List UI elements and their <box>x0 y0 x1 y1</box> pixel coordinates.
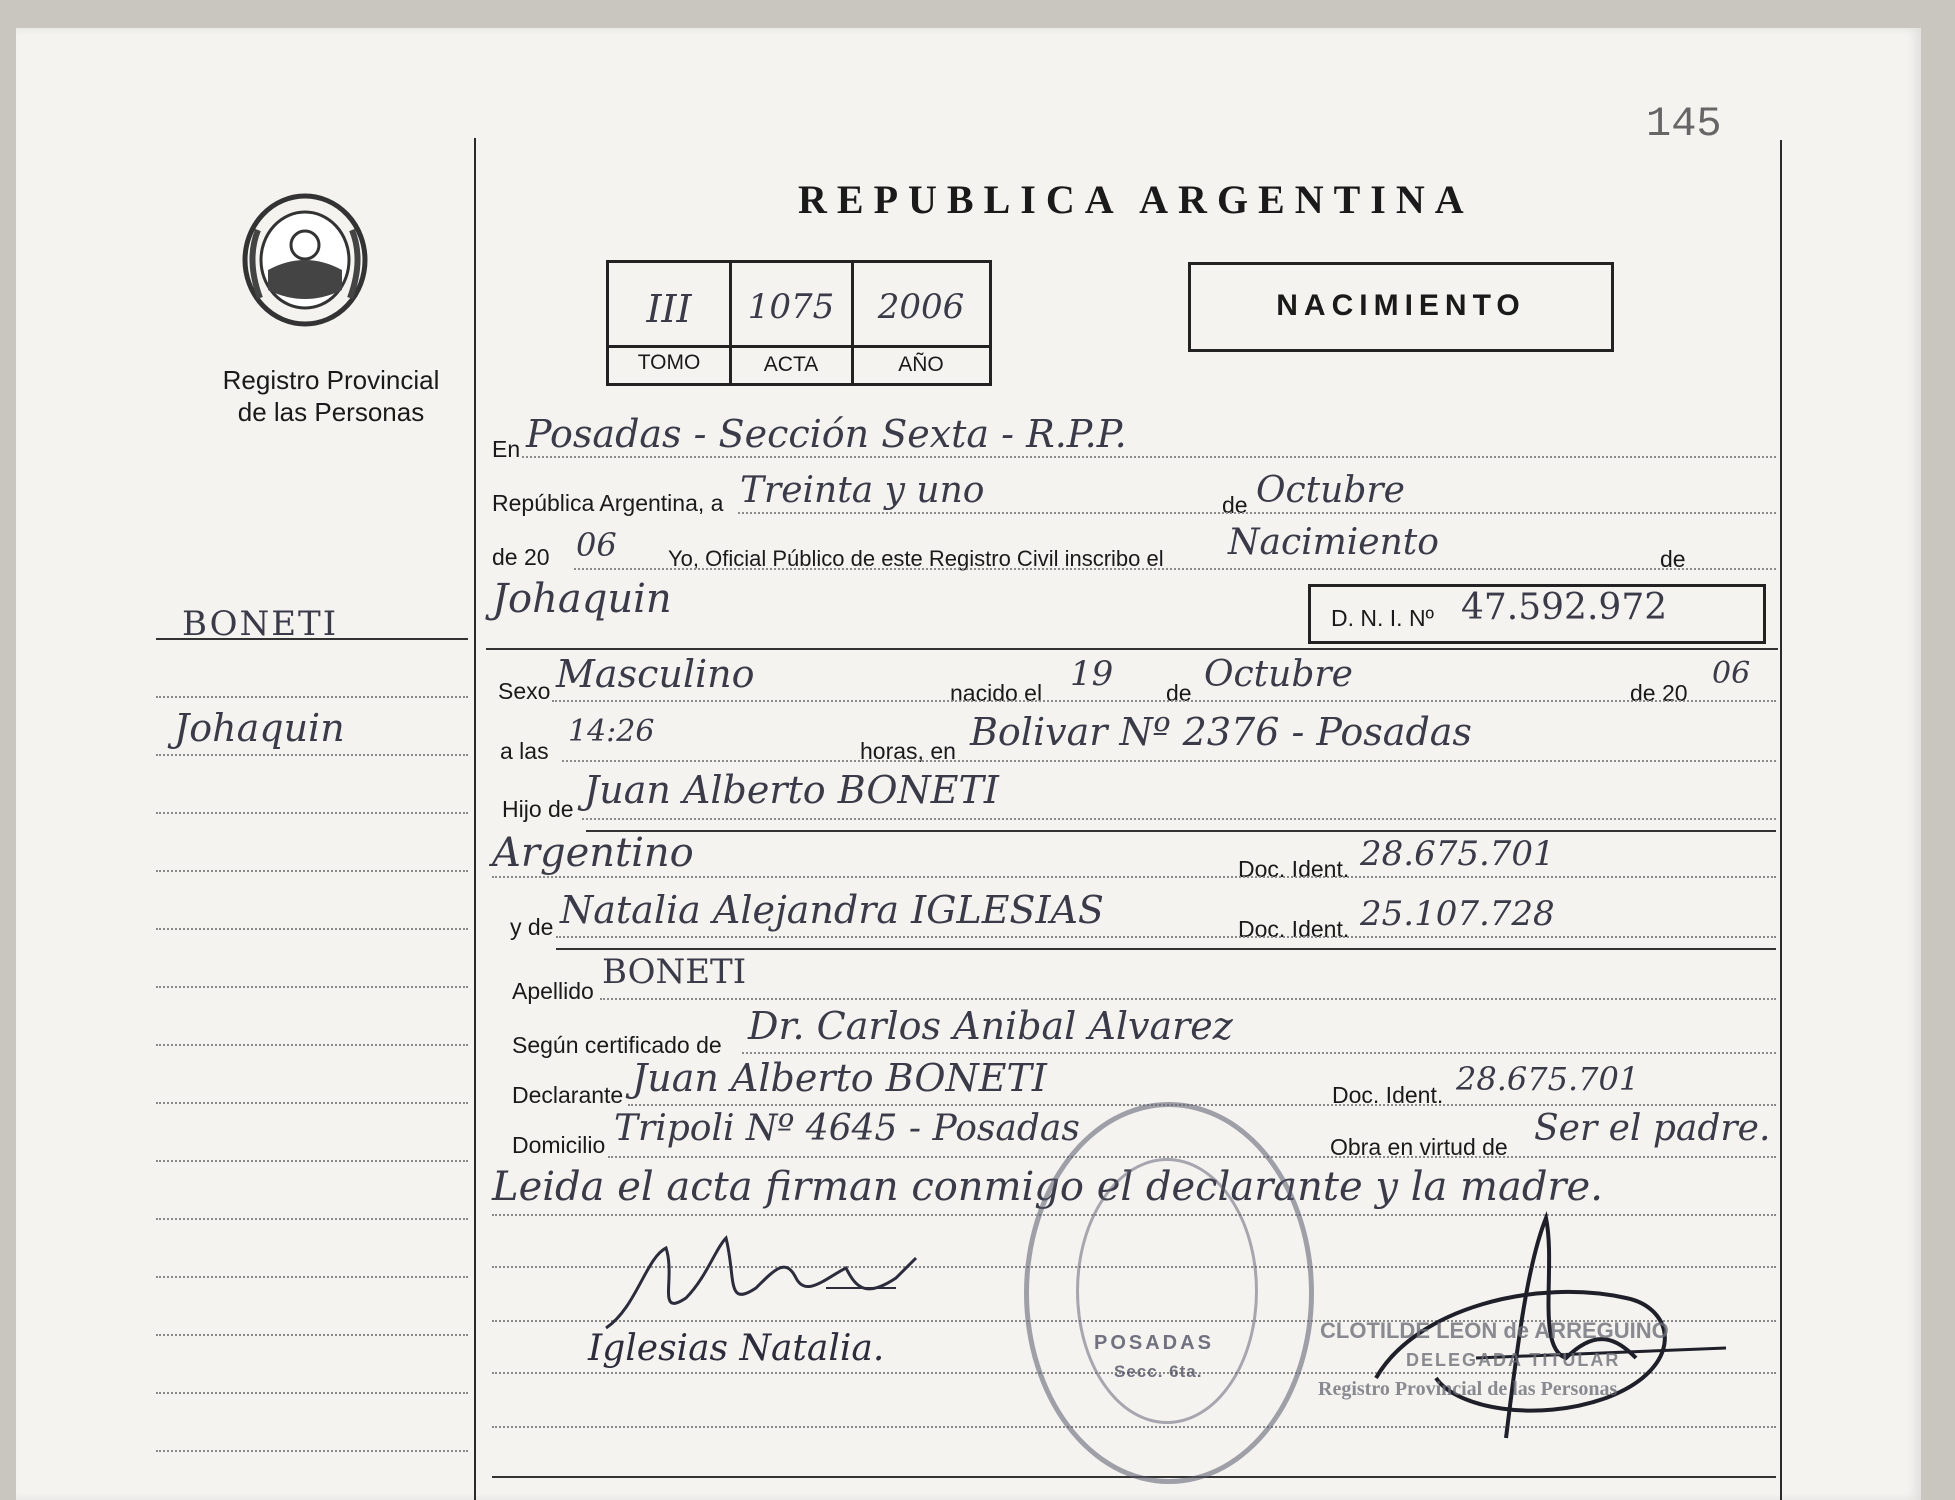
de20-label: de 20 <box>492 544 550 570</box>
inscribo-value: Nacimiento <box>1228 522 1439 563</box>
mother-doc: 25.107.728 <box>1360 894 1555 934</box>
tomo-value: III <box>646 287 692 331</box>
declarante-label: Declarante <box>512 1082 624 1108</box>
mother-signature: Iglesias Natalia. <box>588 1328 885 1369</box>
day-value: Treinta y uno <box>740 470 985 511</box>
obra-label: Obra en virtud de <box>1330 1134 1508 1160</box>
de-label: de <box>1222 492 1248 518</box>
official-role: DELEGADA TITULAR <box>1406 1350 1621 1370</box>
official-organization: Registro Provincial de las Personas <box>1318 1378 1618 1400</box>
acta-label: ACTA <box>763 353 819 376</box>
apellido-label: Apellido <box>512 978 594 1004</box>
de20-label-2: de 20 <box>1630 680 1688 706</box>
acta-value: 1075 <box>747 287 835 327</box>
record-table <box>606 260 992 386</box>
domicilio-label: Domicilio <box>512 1132 606 1158</box>
mother-doc-label: Doc. Ident. <box>1238 916 1350 942</box>
birth-month: Octubre <box>1204 654 1353 695</box>
hour-value: 14:26 <box>568 714 655 749</box>
father-name: Juan Alberto BONETI <box>584 768 999 812</box>
segun-label: Según certificado de <box>512 1032 722 1058</box>
father-doc: 28.675.701 <box>1360 834 1555 874</box>
document-title: REPUBLICA ARGENTINA <box>798 177 1474 222</box>
declarante-value: Juan Alberto BONETI <box>632 1056 1047 1100</box>
closing-statement: Leida el acta firman conmigo el declarante y la madre. <box>492 1164 1603 1210</box>
registry-name <box>166 364 496 428</box>
mother-name: Natalia Alejandra IGLESIAS <box>560 888 1104 932</box>
alas-label: a las <box>500 738 549 764</box>
yo-label: Yo, Oficial Público de este Registro Civil inscribo el <box>668 546 1164 571</box>
right-form-border <box>1780 140 1782 1500</box>
birth-place: Bolivar Nº 2376 - Posadas <box>970 710 1472 754</box>
dni-value: 47.592.972 <box>1461 587 1668 628</box>
birth-certificate-page <box>16 28 1921 1500</box>
domicilio-value: Tripoli Nº 4645 - Posadas <box>614 1108 1080 1149</box>
certificate-type: NACIMIENTO <box>1276 289 1526 322</box>
yde-label: y de <box>510 914 554 940</box>
horas-label: horas, en <box>860 738 956 764</box>
official-name: CLOTILDE LEON de ARREGUINO <box>1320 1318 1669 1343</box>
declarante-doc-label: Doc. Ident. <box>1332 1082 1444 1108</box>
stamp-sub: Secc. 6ta. <box>1114 1362 1203 1381</box>
de-label-2: de <box>1660 546 1686 572</box>
certificate-type-box <box>1188 262 1614 352</box>
de-label-3: de <box>1166 680 1192 706</box>
obra-value: Ser el padre. <box>1534 1108 1771 1149</box>
sexo-value: Masculino <box>556 652 755 696</box>
anio-label: AÑO <box>898 353 944 376</box>
father-nationality: Argentino <box>492 830 694 876</box>
year-value: 06 <box>576 526 617 564</box>
stamp-city: POSADAS <box>1094 1332 1214 1354</box>
person-name: Johaquin <box>492 576 672 622</box>
father-doc-label: Doc. Ident. <box>1238 856 1350 882</box>
anio-value: 2006 <box>877 287 965 327</box>
birth-year: 06 <box>1712 656 1751 691</box>
en-value: Posadas - Sección Sexta - R.P.P. <box>526 412 1127 456</box>
provincia-misiones-seal-icon <box>238 190 372 330</box>
month-value: Octubre <box>1256 470 1405 511</box>
margin-surname: BONETI <box>182 604 339 644</box>
dni-box <box>1308 584 1766 644</box>
hijo-label: Hijo de <box>502 796 574 822</box>
republica-label: República Argentina, a <box>492 490 724 516</box>
registry-line-1: Registro Provincial <box>222 365 440 395</box>
margin-name: Johaquin <box>174 706 345 750</box>
left-column-border <box>474 138 476 1500</box>
birth-day: 19 <box>1070 654 1114 694</box>
page-number: 145 <box>1646 100 1722 148</box>
dni-label: D. N. I. Nº <box>1331 605 1434 631</box>
official-seal-inner <box>1076 1158 1258 1424</box>
registry-line-2: de las Personas <box>237 397 425 427</box>
apellido-value: BONETI <box>602 952 747 992</box>
sexo-label: Sexo <box>498 678 551 704</box>
tomo-label: TOMO <box>637 351 701 374</box>
en-label: En <box>492 436 521 462</box>
nacido-label: nacido el <box>950 680 1043 706</box>
certificado-value: Dr. Carlos Anibal Alvarez <box>748 1004 1233 1048</box>
declarante-doc: 28.675.701 <box>1456 1060 1640 1098</box>
